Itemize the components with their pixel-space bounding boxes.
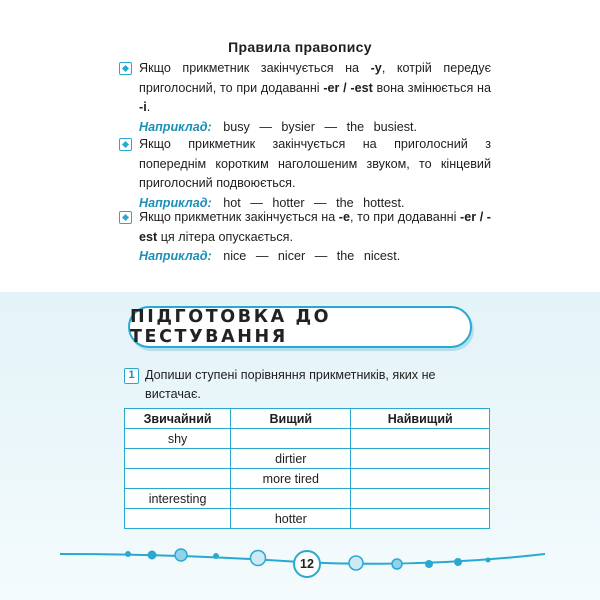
table-cell: shy <box>125 429 231 449</box>
table-row <box>125 449 490 469</box>
example-label: Наприклад: <box>139 195 212 210</box>
answer-cell[interactable] <box>351 509 490 529</box>
table-cell: interesting <box>125 489 231 509</box>
rule-text: Якщо прикметник закінчується на приголосний з попереднім коротким наголошеним звуком, то кінцевий приголосний подвоюється. <box>139 137 491 190</box>
wave-dot <box>175 549 187 561</box>
example-word: nicer <box>277 249 306 263</box>
example-dash: — <box>314 249 328 263</box>
example-dash: — <box>255 249 269 263</box>
example-word: hotter <box>272 195 305 210</box>
wave-dot <box>425 560 433 568</box>
section-banner: ПІДГОТОВКА ДО ТЕСТУВАННЯ <box>128 306 472 348</box>
rule-example <box>121 247 491 267</box>
diamond-bullet-icon <box>119 62 132 75</box>
answer-cell[interactable] <box>351 489 490 509</box>
table-row <box>125 489 490 509</box>
rule-item-2 <box>121 135 491 213</box>
table-row <box>125 509 490 529</box>
example-word: bysier <box>281 119 315 134</box>
wave-dot <box>213 553 219 559</box>
example-word: nice <box>223 249 247 263</box>
example-dash: — <box>324 119 338 134</box>
wave-dot <box>125 551 131 557</box>
rules-title: Правила правопису <box>228 39 372 55</box>
answer-cell[interactable] <box>351 449 490 469</box>
example-label: Наприклад: <box>139 249 212 263</box>
example-word: hot <box>223 195 241 210</box>
column-header-superlative: Найвищий <box>351 409 490 429</box>
answer-cell[interactable] <box>125 509 231 529</box>
diamond-bullet-icon <box>119 138 132 151</box>
example-word: the <box>336 249 355 263</box>
example-word: the <box>346 119 365 134</box>
task-instruction: Допиши ступені порівняння прикметників, яких не вистачає. <box>145 368 436 401</box>
wave-dot <box>486 558 491 563</box>
page-number: 12 <box>293 550 321 578</box>
answer-cell[interactable] <box>125 449 231 469</box>
table-cell: more tired <box>231 469 351 489</box>
answer-cell[interactable] <box>231 429 351 449</box>
table-row <box>125 429 490 449</box>
table-row <box>125 469 490 489</box>
example-word: busiest. <box>373 119 418 134</box>
example-word: hottest. <box>363 195 405 210</box>
answer-cell[interactable] <box>125 469 231 489</box>
column-header-comparative: Вищий <box>231 409 351 429</box>
rule-item-3 <box>121 208 491 267</box>
example-word: busy <box>223 119 250 134</box>
table-cell: hotter <box>231 509 351 529</box>
wave-dot <box>454 558 462 566</box>
wave-dot <box>148 551 157 560</box>
rule-text: Якщо прикметник закінчується на -e, то при додаванні -er / -est ця літера опускається. <box>139 210 491 244</box>
column-header-positive: Звичайний <box>125 409 231 429</box>
diamond-bullet-icon <box>119 211 132 224</box>
task-number-badge: 1 <box>124 368 139 384</box>
rule-item-1 <box>121 59 491 137</box>
answer-cell[interactable] <box>351 429 490 449</box>
answer-cell[interactable] <box>351 469 490 489</box>
wave-dot <box>349 556 363 570</box>
comparison-table <box>124 408 490 529</box>
example-label: Наприклад: <box>139 119 212 134</box>
table-cell: dirtier <box>231 449 351 469</box>
wave-dot <box>251 551 266 566</box>
example-word: the <box>336 195 354 210</box>
example-word: nicest. <box>363 249 401 263</box>
wave-dot <box>392 559 402 569</box>
answer-cell[interactable] <box>231 489 351 509</box>
rule-text: Якщо прикметник закінчується на -y, котрій передує приголосний, то при додаванні -er / -est вона змінюється на -i. <box>139 61 492 114</box>
table-header-row <box>125 409 490 429</box>
example-dash: — <box>259 119 272 134</box>
example-dash: — <box>314 195 327 210</box>
example-dash: — <box>250 195 263 210</box>
